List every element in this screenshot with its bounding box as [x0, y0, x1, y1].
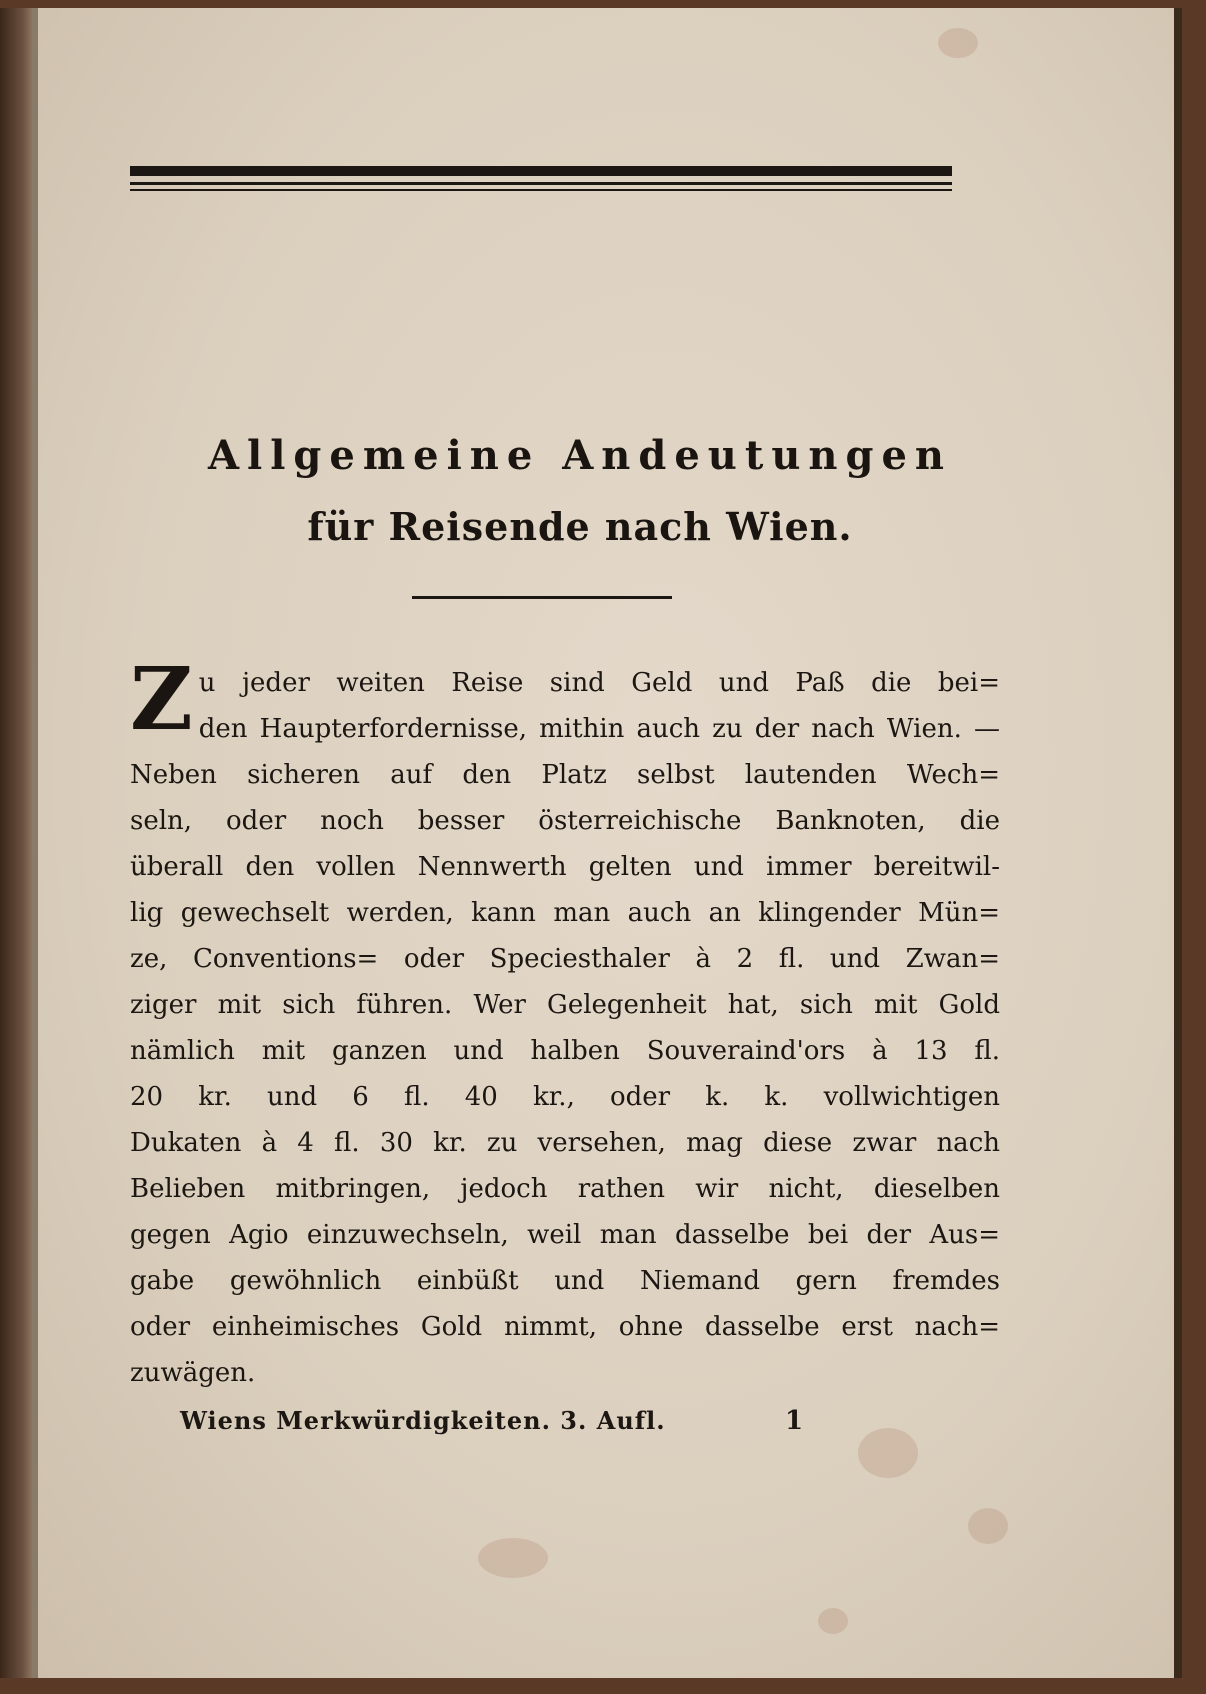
stain [818, 1608, 848, 1634]
text-line: ze, Conventions= oder Speciesthaler à 2 fl. und Zwan= [130, 944, 1000, 974]
text-line: Dukaten à 4 fl. 30 kr. zu versehen, mag diese zwar nach [130, 1128, 1000, 1158]
chapter-heading: Allgemeine Andeutungen [207, 432, 953, 479]
text-line: gabe gewöhnlich einbüßt und Niemand gern fremdes [130, 1266, 1000, 1296]
top-rule-thin [130, 182, 952, 185]
chapter-subheading: für Reisende nach Wien. [307, 504, 853, 549]
stain [858, 1428, 918, 1478]
text-line: 20 kr. und 6 fl. 40 kr., oder k. k. vollwichtigen [130, 1082, 1000, 1112]
drop-cap: Z [130, 649, 193, 750]
text-line: u jeder weiten Reise sind Geld und Paß die bei= [198, 668, 1000, 698]
top-rule-thick [130, 166, 952, 176]
text-line: gegen Agio einzuwechseln, weil man dasselbe bei der Aus= [130, 1220, 1000, 1250]
text-line: lig gewechselt werden, kann man auch an klingender Mün= [130, 898, 1000, 928]
text-line: den Haupterfordernisse, mithin auch zu der nach Wien. — [198, 714, 1000, 744]
top-rule-hairline [130, 189, 952, 191]
stain [478, 1538, 548, 1578]
text-line: ziger mit sich führen. Wer Gelegenheit hat, sich mit Gold [130, 990, 1000, 1020]
text-line: seln, oder noch besser österreichische Banknoten, die [130, 806, 1000, 836]
body-paragraph [130, 649, 1000, 1396]
stain [938, 28, 978, 58]
text-line: Neben sicheren auf den Platz selbst lautenden Wech= [130, 760, 1000, 790]
heading-divider [412, 596, 672, 599]
stain [968, 1508, 1008, 1544]
text-line: zuwägen. [130, 1358, 256, 1388]
book-spine-edge [0, 8, 32, 1678]
text-line: überall den vollen Nennwerth gelten und immer bereitwil- [130, 852, 1000, 882]
signature-line: Wiens Merkwürdigkeiten. 3. Aufl. [180, 1406, 666, 1435]
text-line: oder einheimisches Gold nimmt, ohne dasselbe erst nach= [130, 1312, 1000, 1342]
text-line: nämlich mit ganzen und halben Souveraind'ors à 13 fl. [130, 1036, 1000, 1066]
text-line: Belieben mitbringen, jedoch rathen wir nicht, dieselben [130, 1174, 1000, 1204]
page-number: 1 [785, 1406, 804, 1436]
